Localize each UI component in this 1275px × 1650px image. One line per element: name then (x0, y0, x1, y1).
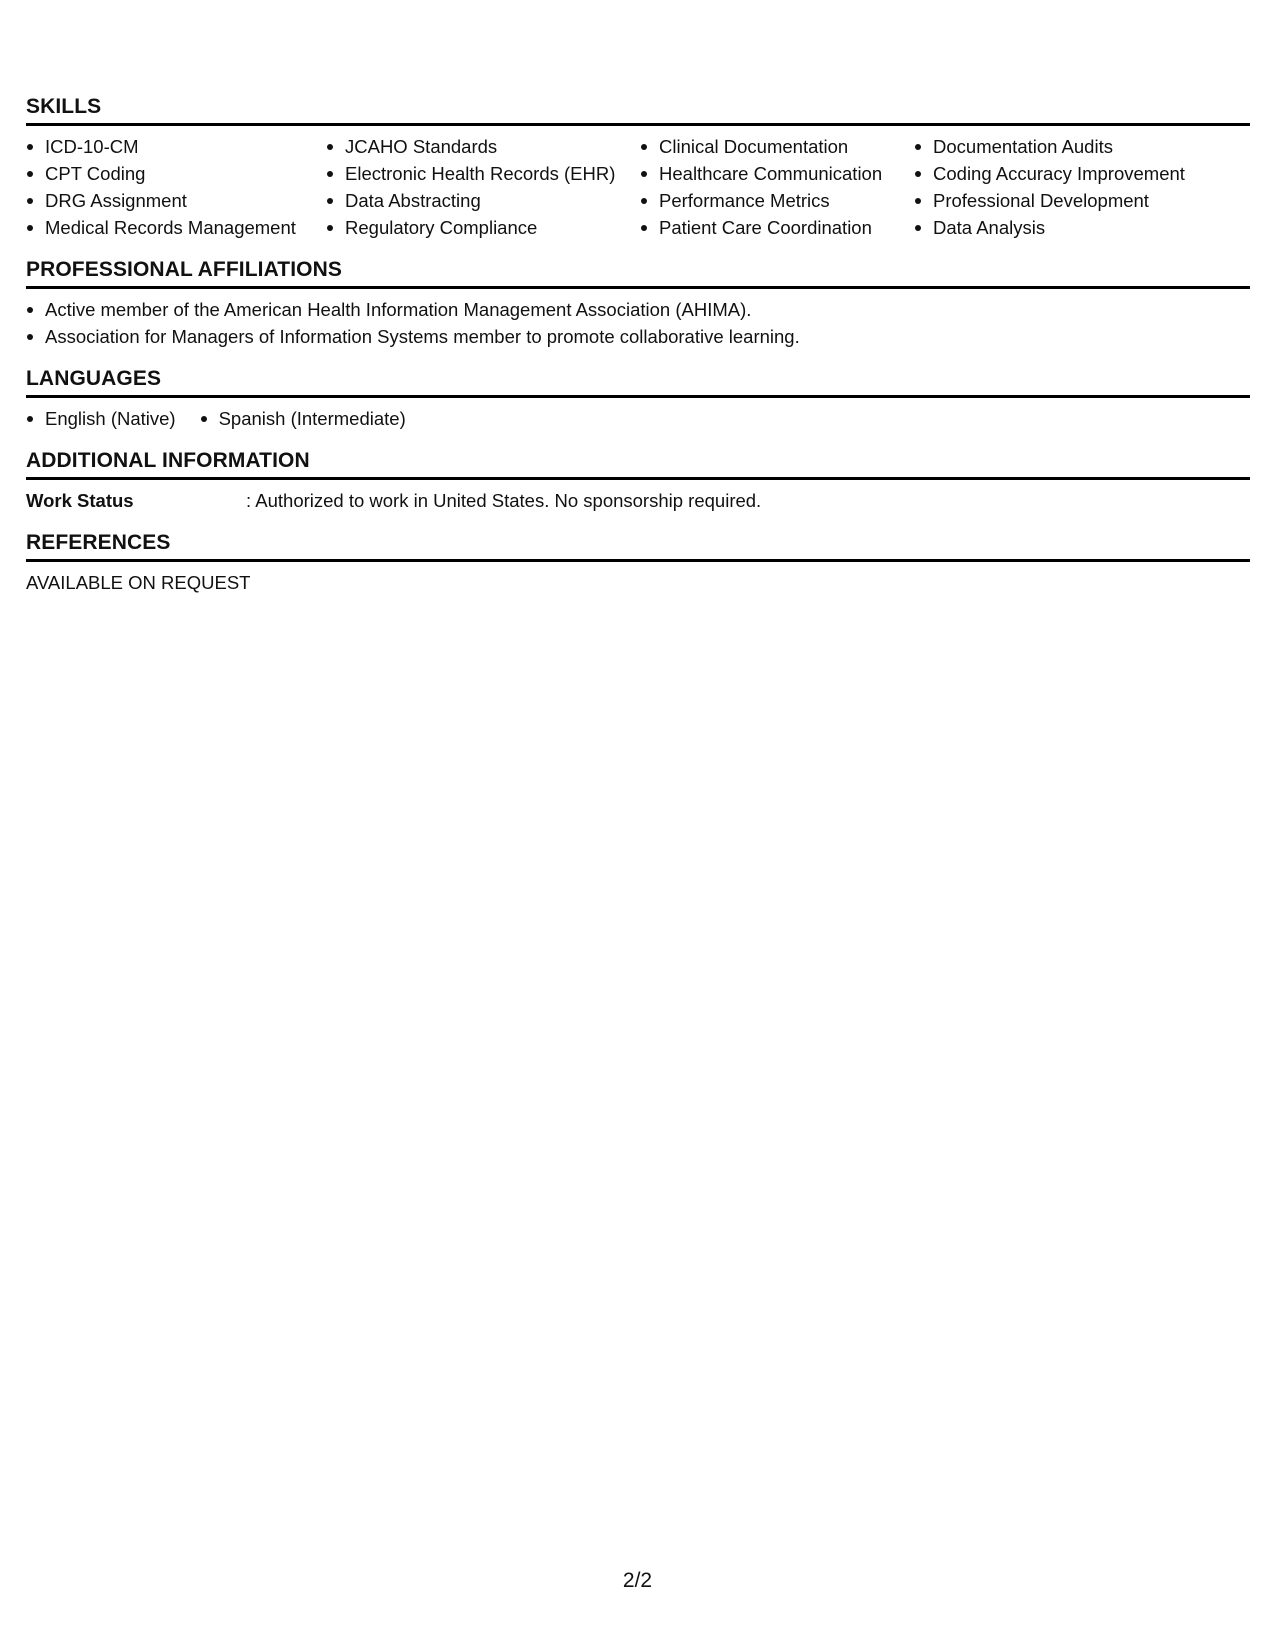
work-status-row (26, 487, 1250, 514)
skill-item: Patient Care Coordination (640, 214, 914, 241)
skill-item: Coding Accuracy Improvement (914, 160, 1234, 187)
skills-section (26, 94, 1250, 241)
section-spacer (26, 241, 1250, 257)
affiliations-section (26, 257, 1250, 350)
section-title-skills: SKILLS (26, 95, 102, 118)
section-title-languages: LANGUAGES (26, 367, 162, 390)
skills-column-1 (26, 133, 326, 241)
skill-item: DRG Assignment (26, 187, 326, 214)
work-status-value: : Authorized to work in United States. No sponsorship required. (246, 490, 762, 511)
skill-item: Professional Development (914, 187, 1234, 214)
languages-list (26, 405, 1250, 432)
references-text: AVAILABLE ON REQUEST (26, 572, 251, 593)
skill-item: Medical Records Management (26, 214, 326, 241)
section-divider (26, 559, 1250, 562)
skill-item: ICD-10-CM (26, 133, 326, 160)
references-section (26, 530, 1250, 596)
section-divider (26, 123, 1250, 126)
skill-item: Regulatory Compliance (326, 214, 640, 241)
skill-item: CPT Coding (26, 160, 326, 187)
section-title-affiliations: PROFESSIONAL AFFILIATIONS (26, 258, 342, 281)
skills-grid (26, 133, 1250, 241)
language-item: Spanish (Intermediate) (200, 405, 406, 432)
skill-item: Healthcare Communication (640, 160, 914, 187)
skills-column-4 (914, 133, 1234, 241)
affiliation-item: Association for Managers of Information Systems member to promote collaborative learning. (26, 323, 1250, 350)
skill-item: Data Abstracting (326, 187, 640, 214)
skill-item: Electronic Health Records (EHR) (326, 160, 640, 187)
section-divider (26, 477, 1250, 480)
resume-page (26, 94, 1250, 596)
section-divider (26, 395, 1250, 398)
skill-item: JCAHO Standards (326, 133, 640, 160)
section-spacer (26, 350, 1250, 366)
section-spacer (26, 514, 1250, 530)
skills-column-3 (640, 133, 914, 241)
section-spacer (26, 432, 1250, 448)
skill-item: Data Analysis (914, 214, 1234, 241)
affiliations-list (26, 296, 1250, 350)
section-title-references: REFERENCES (26, 531, 171, 554)
section-title-additional-info: ADDITIONAL INFORMATION (26, 449, 310, 472)
skill-item: Performance Metrics (640, 187, 914, 214)
page-number: 2/2 (622, 1569, 653, 1592)
languages-section (26, 366, 1250, 432)
skill-item: Documentation Audits (914, 133, 1234, 160)
skills-column-2 (326, 133, 640, 241)
language-item: English (Native) (26, 405, 176, 432)
affiliation-item: Active member of the American Health Information Management Association (AHIMA). (26, 296, 1250, 323)
additional-info-section (26, 448, 1250, 514)
work-status-label: Work Status (26, 490, 134, 511)
skill-item: Clinical Documentation (640, 133, 914, 160)
section-divider (26, 286, 1250, 289)
